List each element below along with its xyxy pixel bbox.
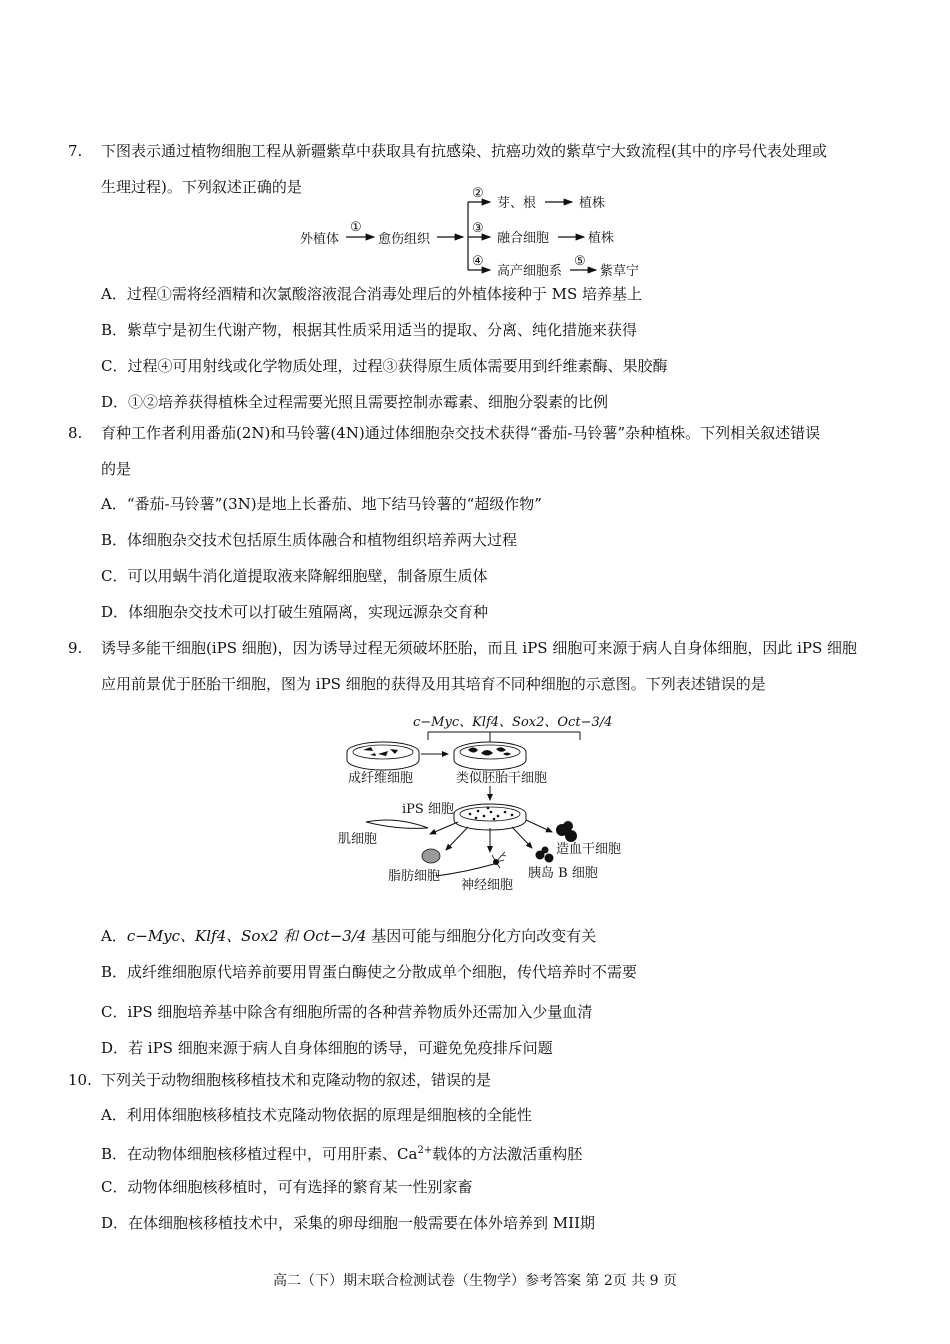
q10-option-d: D．在体细胞核移植技术中，采集的卵母细胞一般需要在体外培养到 MII期 [101,1214,596,1232]
fibroblast-dish-icon [347,742,419,770]
q9-option-a-rest: 基因可能与细胞分化方向改变有关 [366,927,597,945]
q9-es-like-label: 类似胚胎干细胞 [456,771,548,786]
q7-number: 7. [68,142,83,160]
blood-stem-cell-icon [556,821,577,842]
q9-stem-line1: 诱导多能干细胞(iPS 细胞)，因为诱导过程无须破坏胚胎，而且 iPS 细胞可来源于病人自身体细胞，因此 iPS 细胞 [101,639,858,657]
q7-option-a: A．过程①需将经酒精和次氯酸溶液混合消毒处理后的外植体接种于 MS 培养基上 [101,285,643,303]
q7-step5: ⑤ [574,254,586,269]
q9-option-c: C．iPS 细胞培养基中除含有细胞所需的各种营养物质外还需加入少量血清 [101,1003,593,1021]
q8-option-c: C．可以用蜗牛消化道提取液来降解细胞壁，制备原生质体 [101,567,488,585]
islet-b-cell-icon [536,847,554,863]
q8-option-b: B．体细胞杂交技术包括原生质体融合和植物组织培养两大过程 [101,531,518,549]
q9-fat-label: 脂肪细胞 [388,869,441,884]
q9-stem-line2: 应用前景优于胚胎干细胞，图为 iPS 细胞的获得及用其培育不同种细胞的示意图。下列表述错误的是 [101,675,766,693]
q7-explant: 外植体 [300,232,340,247]
q8-number: 8. [68,424,83,442]
q9-ips-diagram [318,710,648,900]
q7-option-c: C．过程④可用射线或化学物质处理，过程③获得原生质体需要用到纤维素酶、果胶酶 [101,357,668,375]
q7-step2: ② [472,186,484,201]
q7-stem-line2: 生理过程)。下列叙述正确的是 [101,178,302,196]
q8-option-a: A．“番茄-马铃薯”(3N)是地上长番茄、地下结马铃薯的“超级作物” [101,495,542,513]
q9-option-a: A．c−Myc、Klf4、Sox2 和 Oct−3/4 基因可能与细胞分化方向改变有关 [101,927,597,945]
q8-stem-line2: 的是 [101,460,132,478]
q10-option-b [101,1141,582,1164]
q7-callus: 愈伤组织 [378,232,431,247]
page-footer: 高二（下）期末联合检测试卷（生物学）参考答案 第 2页 共 9 页 [272,1273,678,1289]
q7-step3: ③ [472,221,484,236]
q7-highyield-line: 高产细胞系 [497,264,563,279]
q9-option-b: B．成纤维细胞原代培养前要用胃蛋白酶使之分散成单个细胞，传代培养时不需要 [101,963,638,981]
muscle-cell-icon [366,820,428,828]
q9-blood-label: 造血干细胞 [556,842,622,857]
q8-option-d: D．体细胞杂交技术可以打破生殖隔离，实现远源杂交育种 [101,603,489,621]
q9-option-a-genes: c−Myc、Klf4、Sox2 和 Oct−3/4 [126,927,367,945]
q7-option-d: D．①②培养获得植株全过程需要光照且需要控制赤霉素、细胞分裂素的比例 [101,393,609,411]
q9-option-d: D．若 iPS 细胞来源于病人自身体细胞的诱导，可避免免疫排斥问题 [101,1039,553,1057]
q7-plant1: 植株 [579,196,606,211]
q7-flow-diagram [290,184,660,284]
es-like-dish-icon [454,742,526,770]
q9-islet-label: 胰岛 B 细胞 [528,866,598,881]
q10-option-b-post: 载体的方法激活重构胚 [432,1145,583,1163]
q9-number: 9. [68,639,83,657]
q9-gene-names: c−Myc、Klf4、Sox2、Oct−3/4 [413,715,613,730]
nerve-cell-icon [436,852,506,876]
q10-stem-line1: 下列关于动物细胞核移植技术和克隆动物的叙述，错误的是 [101,1071,492,1089]
q7-shikonin: 紫草宁 [600,264,640,279]
q10-option-a: A．利用体细胞核移植技术克隆动物依据的原理是细胞核的全能性 [101,1106,532,1124]
q7-option-b: B．紫草宁是初生代谢产物，根据其性质采用适当的提取、分离、纯化措施来获得 [101,321,638,339]
q7-stem-line1: 下图表示通过植物细胞工程从新疆紫草中获取具有抗感染、抗癌功效的紫草宁大致流程(其中的序号代表处理或 [101,142,827,160]
fat-cell-icon [422,849,440,863]
q7-plant2: 植株 [588,231,615,246]
q10-option-c: C．动物体细胞核移植时，可有选择的繁育某一性别家畜 [101,1178,473,1196]
q9-fibroblast-label: 成纤维细胞 [348,771,414,786]
q7-step1: ① [350,220,362,235]
q7-fused-cell: 融合细胞 [497,231,550,246]
ips-dish-icon [454,804,526,830]
q10-number: 10. [68,1071,92,1089]
q10-option-b-pre: B．在动物体细胞核移植过程中，可用肝素、Ca [101,1145,418,1163]
q7-bud-root: 芽、根 [497,196,537,211]
q9-nerve-label: 神经细胞 [461,878,514,893]
q9-ips-label: iPS 细胞 [402,802,454,817]
q9-muscle-label: 肌细胞 [338,832,378,847]
q7-step4: ④ [472,254,484,269]
q10-option-b-sup: 2+ [417,1145,433,1156]
q8-stem-line1: 育种工作者利用番茄(2N)和马铃薯(4N)通过体细胞杂交技术获得“番茄-马铃薯”杂种植株。下列相关叙述错误 [101,424,821,442]
